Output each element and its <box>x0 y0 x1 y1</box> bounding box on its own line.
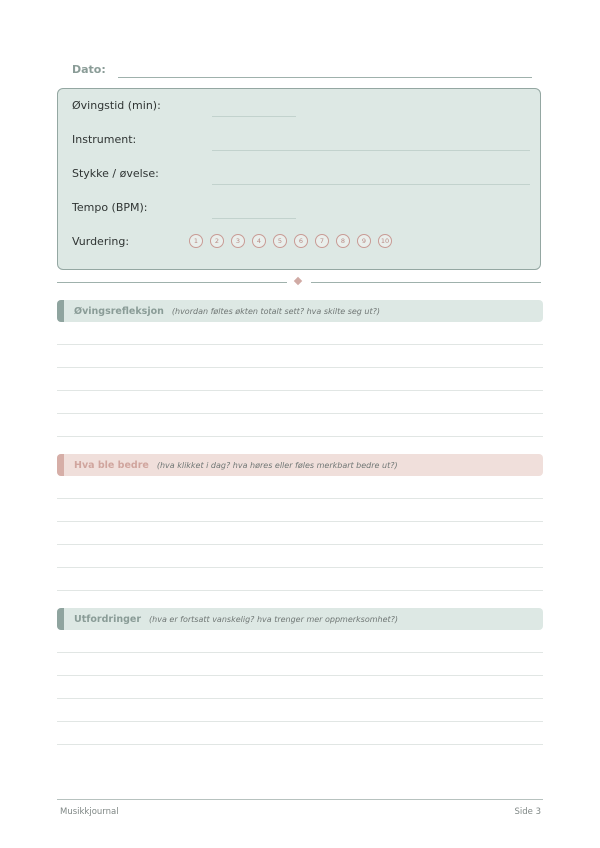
rating-option[interactable]: 4 <box>252 234 266 248</box>
date-label: Dato: <box>72 63 106 76</box>
tempo-row <box>72 199 530 219</box>
reflection-section <box>57 300 543 437</box>
tempo-field[interactable] <box>212 218 296 219</box>
rating-option[interactable]: 8 <box>336 234 350 248</box>
session-info-box <box>57 88 541 270</box>
section-accent-bar <box>57 608 64 630</box>
section-header <box>57 608 543 630</box>
section-header <box>57 300 543 322</box>
writing-line[interactable] <box>57 345 543 368</box>
rating-option[interactable]: 3 <box>231 234 245 248</box>
diamond-icon <box>294 277 302 285</box>
writing-line[interactable] <box>57 368 543 391</box>
section-title: Øvingsrefleksjon <box>74 305 164 317</box>
piece-field[interactable] <box>212 184 530 185</box>
writing-line[interactable] <box>57 391 543 414</box>
practice-time-label: Øvingstid (min): <box>72 99 161 112</box>
writing-line[interactable] <box>57 545 543 568</box>
writing-line[interactable] <box>57 653 543 676</box>
rating-option[interactable]: 9 <box>357 234 371 248</box>
divider-line <box>57 282 287 283</box>
writing-line[interactable] <box>57 322 543 345</box>
section-accent-bar <box>57 300 64 322</box>
instrument-row <box>72 131 530 151</box>
section-hint: (hvordan føltes økten totalt sett? hva skilte seg ut?) <box>171 306 380 316</box>
rating-option[interactable]: 6 <box>294 234 308 248</box>
writing-line[interactable] <box>57 476 543 499</box>
date-row <box>72 62 532 80</box>
improvements-section <box>57 454 543 591</box>
rating-option[interactable]: 7 <box>315 234 329 248</box>
writing-line[interactable] <box>57 676 543 699</box>
instrument-label: Instrument: <box>72 133 137 146</box>
date-input-line[interactable] <box>118 77 532 78</box>
rating-row <box>72 233 530 253</box>
rating-option[interactable]: 5 <box>273 234 287 248</box>
footer-journal-title: Musikkjournal <box>60 807 119 817</box>
section-hint: (hva klikket i dag? hva høres eller føles merkbart bedre ut?) <box>156 460 398 470</box>
writing-line[interactable] <box>57 722 543 745</box>
tempo-label: Tempo (BPM): <box>72 201 148 214</box>
footer-divider <box>57 799 543 800</box>
writing-line[interactable] <box>57 414 543 437</box>
rating-option[interactable]: 2 <box>210 234 224 248</box>
writing-line[interactable] <box>57 630 543 653</box>
piece-row <box>72 165 530 185</box>
writing-line[interactable] <box>57 699 543 722</box>
rating-scale <box>189 234 392 248</box>
challenges-section <box>57 608 543 745</box>
practice-time-field[interactable] <box>212 116 296 117</box>
footer-page-number: Side 3 <box>514 807 541 817</box>
rating-option[interactable]: 10 <box>378 234 392 248</box>
practice-time-row <box>72 97 530 117</box>
divider-line <box>311 282 541 283</box>
writing-line[interactable] <box>57 568 543 591</box>
section-accent-bar <box>57 454 64 476</box>
ornamental-divider <box>57 282 541 290</box>
section-hint: (hva er fortsatt vanskelig? hva trenger mer oppmerksomhet?) <box>149 614 399 624</box>
writing-line[interactable] <box>57 522 543 545</box>
section-header <box>57 454 543 476</box>
section-title: Hva ble bedre <box>74 459 149 471</box>
section-title: Utfordringer <box>74 613 142 625</box>
writing-line[interactable] <box>57 499 543 522</box>
rating-label: Vurdering: <box>72 235 130 248</box>
rating-option[interactable]: 1 <box>189 234 203 248</box>
piece-label: Stykke / øvelse: <box>72 167 159 180</box>
instrument-field[interactable] <box>212 150 530 151</box>
